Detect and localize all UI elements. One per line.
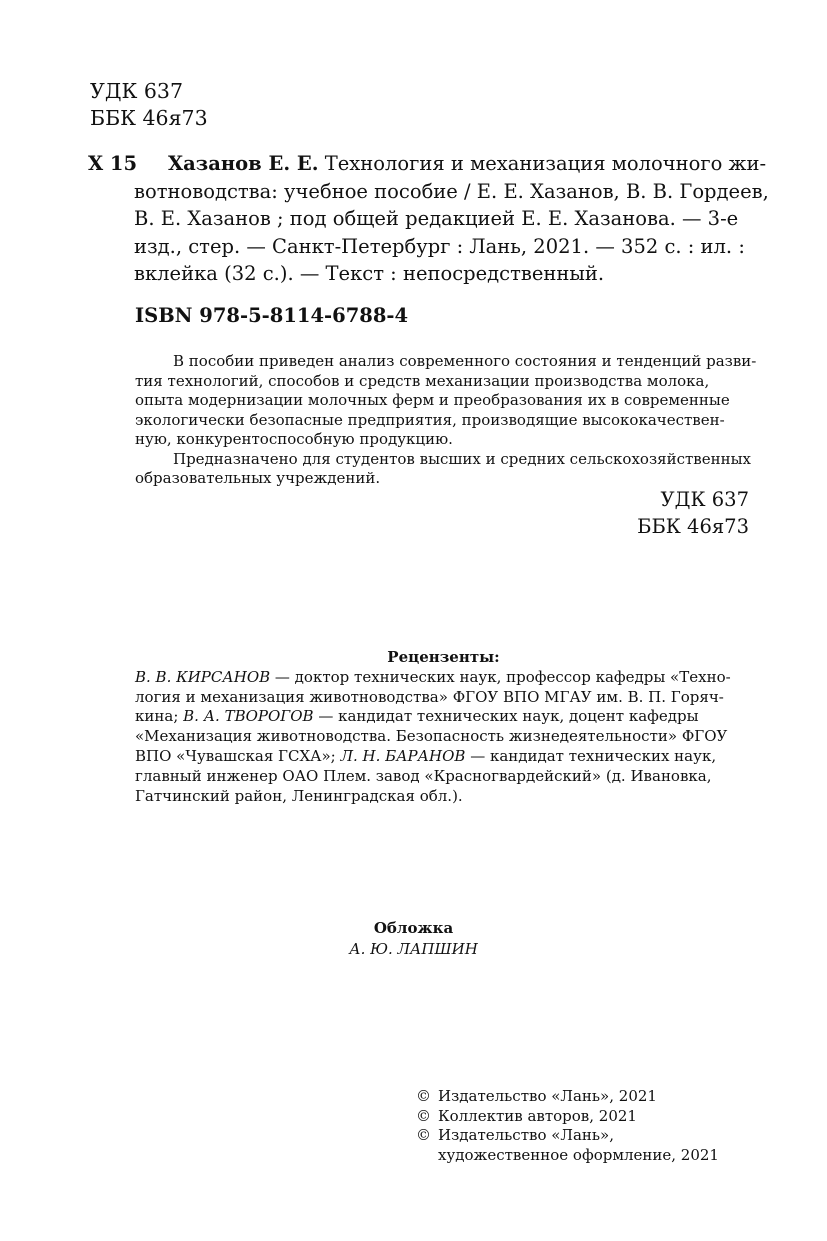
reviewers-block [135,648,752,806]
copyright-text: Издательство «Лань», [438,1126,615,1144]
reviewer-text: — кандидат технических наук, [465,746,717,765]
reviewer-name: Л. Н. БАРАНОВ [340,746,466,765]
udk-block-top [90,78,208,132]
reviewer-name: В. В. КИРСАНОВ [135,667,271,686]
bibliographic-record [88,150,769,288]
reviewer-name: В. А. ТВОРОГОВ [183,707,314,726]
copyright-block [416,1087,719,1165]
bbk-code: ББК 46я73 [90,106,208,130]
author-mark: Х 15 [88,152,138,175]
reviewer-text: кина; [135,707,184,726]
copyright-line [416,1087,719,1107]
copyright-text: Издательство «Лань», 2021 [438,1087,657,1105]
bbk-code: ББК 46я73 [637,515,749,538]
annotation-line: опыта модернизации молочных ферм и преобразования их в современные [135,391,730,409]
reviewer-line: логия и механизация животноводства» ФГОУ ВПО МГАУ им. В. П. Горяч- [135,687,724,706]
copyright-text: Коллектив авторов, 2021 [438,1106,637,1125]
copyright-icon: © [416,1106,431,1125]
reviewer-text: — доктор технических наук, профессор кафедры «Техно- [270,667,731,686]
copyright-line [416,1126,719,1146]
udk-code: УДК 637 [660,488,749,511]
reviewer-line [135,747,752,767]
udk-block-right [637,486,749,540]
cover-credit [0,918,827,960]
reviewer-text: ВПО «Чувашская ГСХА»; [135,746,341,765]
biblio-line: вотноводства: учебное пособие / Е. Е. Хазанов, В. В. Гордеев, [134,179,769,203]
author-name: Хазанов Е. Е. [168,152,319,175]
annotation-line: тия технологий, способов и средств механизации производства молока, [135,371,710,390]
annotation [135,352,757,489]
reviewer-line: главный инженер ОАО Плем. завод «Красногвардейский» (д. Ивановка, [135,766,712,785]
reviewer-line: «Механизация животноводства. Безопасность жизнедеятельности» ФГОУ [135,727,728,746]
annotation-line: В пособии приведен анализ современного состояния и тенденций разви- [173,352,757,370]
reviewers-heading: Рецензенты: [387,648,500,666]
cover-artist: А. Ю. ЛАПШИН [349,940,478,958]
title-start: Технология и механизация молочного жи- [324,152,767,175]
copyright-icon: © [416,1087,431,1105]
copyright-line: художественное оформление, 2021 [438,1145,719,1164]
annotation-line: ную, конкурентоспособную продукцию. [135,430,453,448]
cover-title: Обложка [373,919,454,937]
biblio-line: В. Е. Хазанов ; под общей редакцией Е. Е. Хазанова. — 3-е [134,207,739,230]
udk-code: УДК 637 [90,79,183,103]
annotation-line: Предназначено для студентов высших и средних сельскохозяйственных [173,449,752,468]
isbn: ISBN 978-5-8114-6788-4 [135,304,409,327]
reviewer-line: Гатчинский район, Ленинградская обл.). [135,786,463,805]
annotation-line: экологически безопасные предприятия, производящие высококачествен- [135,410,725,429]
copyright-icon: © [416,1126,431,1144]
reviewer-line [135,668,752,688]
annotation-line: образовательных учреждений. [135,469,381,487]
reviewer-text: — кандидат технических наук, доцент кафедры [313,707,699,726]
reviewer-line [135,707,752,727]
copyright-line [416,1107,719,1127]
biblio-line: вклейка (32 с.). — Текст : непосредственный. [134,262,605,285]
biblio-first-line [88,150,767,178]
biblio-line: изд., стер. — Санкт-Петербург : Лань, 2021. — 352 с. : ил. : [134,234,745,258]
